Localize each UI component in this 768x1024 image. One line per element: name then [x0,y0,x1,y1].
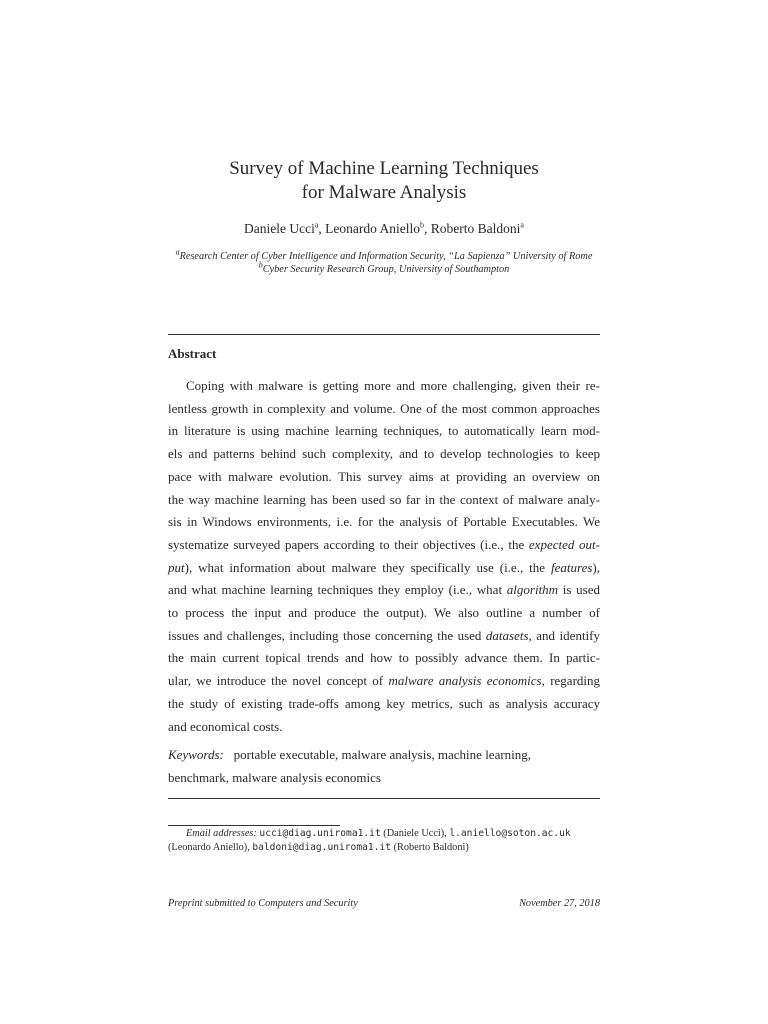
author-mark: a [314,220,319,230]
abstract-text: ), what information about malware they specifically use (i.e., the [184,559,551,575]
abstract-text: systematize surveyed papers according to their objectives (i.e., the [168,536,529,552]
keywords-line: benchmark, malware analysis economics [168,769,381,785]
keywords-line [168,744,600,767]
abstract-text: ), [592,559,600,575]
bottom-rule [168,798,600,799]
footnote [168,827,600,855]
author-mark: a [520,220,524,230]
affiliation-mark: a [175,247,180,257]
emph-features: features [551,559,593,575]
abstract-line: in literature is using machine learning techniques, to automatically learn mod- [168,423,600,439]
footnote-rule [168,825,340,826]
title-line-2: for Malware Analysis [301,182,467,203]
author-mark: b [420,220,425,230]
keywords-label: Keywords: [168,747,224,762]
abstract-text: is used [558,582,601,598]
abstract-line: Coping with malware is getting more and more challenging, given their re- [186,378,600,393]
preprint-note: Preprint submitted to Computers and Security [168,898,358,909]
author-list: Daniele Ucci$^a$, Leonardo Aniello$^b$, Roberto Baldoni$^a$ [244,220,524,236]
abstract-line: els and patterns behind such complexity, and to develop technologies to keep [168,446,600,462]
affiliation-text: Cyber Security Research Group, University of Southampton [262,263,510,275]
author-name: Daniele Ucci [244,221,315,236]
title-line-1: Survey of Machine Learning Techniques [229,158,539,179]
footnote-name: (Roberto Baldoni) [393,842,469,853]
abstract-heading: Abstract [168,346,217,361]
abstract-line [168,670,600,693]
emph-datasets: datasets [485,627,529,643]
emph-expected-output: expected out- [528,536,600,552]
footnote-line [168,827,600,841]
top-rule [168,334,600,335]
footnote-name: (Daniele Ucci), [383,828,447,839]
footnote-line [168,841,600,855]
affiliations [168,247,600,277]
paper-title [0,157,768,205]
email-link[interactable]: ucci@diag.uniroma1.it [259,828,381,839]
keywords-text: portable executable, malware analysis, machine learning, [233,747,532,762]
abstract-body [168,375,600,738]
abstract-line [168,534,600,557]
abstract-line: and economical costs. [168,718,283,734]
abstract-line: to process the input and produce the output). We also outline a number of [168,605,600,621]
abstract-line [168,625,600,648]
abstract-text: , regarding [541,673,601,689]
affiliation-text: Research Center of Cyber Intelligence and Information Security, “La Sapienza” University of Rome [179,251,593,262]
abstract-line [168,579,600,602]
abstract-line: the study of existing trade-offs among key metrics, such as analysis accuracy [168,695,600,711]
preprint-date: November 27, 2018 [519,898,600,909]
abstract-text: issues and challenges, including those concerning the used [168,627,486,643]
email-link[interactable]: baldoni@diag.uniroma1.it [252,842,391,853]
abstract-line: lentless growth in complexity and volume. One of the most common approaches [168,400,600,416]
emph-economics: malware analysis economics [388,673,542,689]
footnote-label: Email addresses: [186,828,257,839]
footnote-name: (Leonardo Aniello), [168,842,250,853]
abstract-line: sis in Windows environments, i.e. for the analysis of Portable Executables. We [168,514,600,530]
author-name: Roberto Baldoni [430,221,521,236]
affiliation-mark: b [258,260,263,270]
abstract-line: the main current topical trends and how to possibly advance them. In partic- [168,650,600,666]
email-link[interactable]: l.aniello@soton.ac.uk [449,828,571,839]
abstract-text: ular, we introduce the novel concept of [168,673,389,689]
abstract-text: , and identify [528,627,600,643]
emph-algorithm: algorithm [506,582,559,598]
abstract-line: the way machine learning has been used so far in the context of malware analy- [168,491,600,507]
affiliation-b [168,260,600,277]
abstract-text: and what machine learning techniques they employ (i.e., what [168,582,507,598]
affiliation-a [168,247,600,264]
author-name: Leonardo Aniello [325,221,421,236]
abstract-line [168,557,600,580]
keywords [168,744,600,789]
emph-expected-output: put [168,559,185,575]
abstract-line: pace with malware evolution. This survey aims at providing an overview on [168,468,600,484]
